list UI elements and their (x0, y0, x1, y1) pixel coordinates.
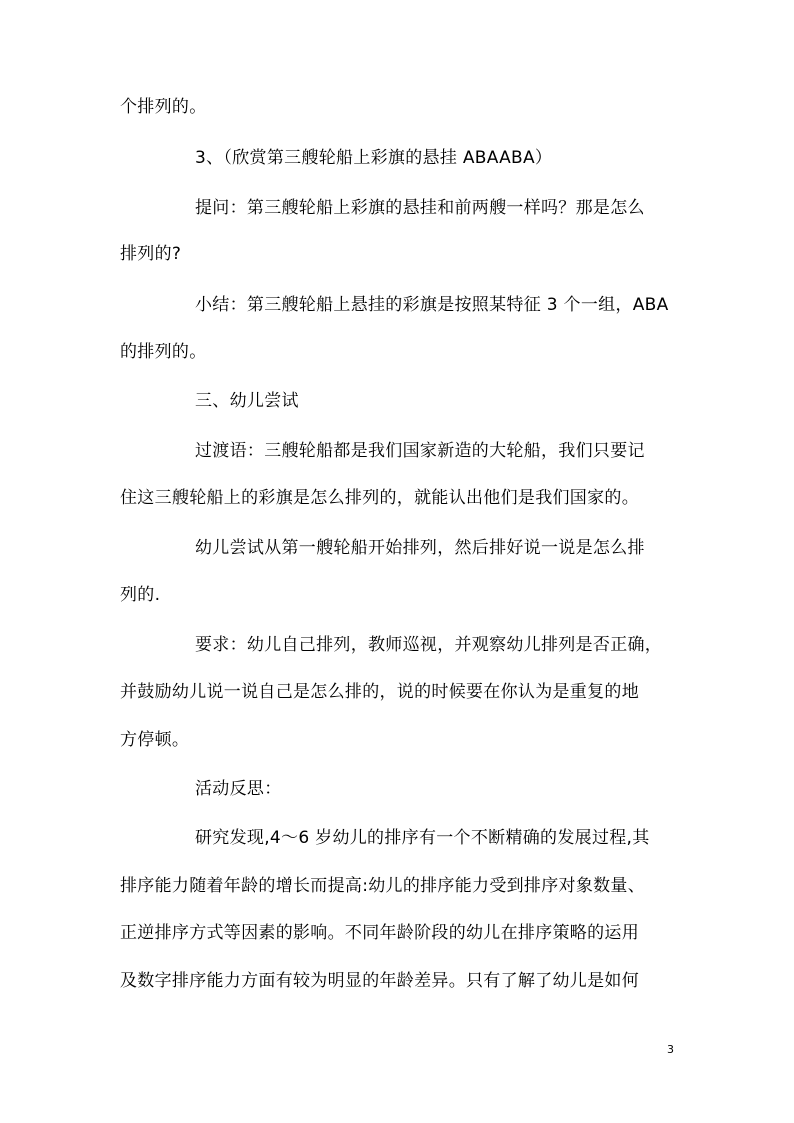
text-line: 幼儿尝试从第一艘轮船开始排列，然后排好说一说是怎么排 (195, 538, 645, 558)
text-line: 的排列的。 (120, 342, 207, 362)
section-heading: 3、（欣赏第三艘轮船上彩旗的悬挂 ABAABA） (195, 148, 553, 168)
section-heading: 三、幼儿尝试 (195, 391, 299, 411)
text-line: 过渡语：三艘轮船都是我们国家新造的大轮船，我们只要记 (195, 441, 645, 461)
text-line: 住这三艘轮船上的彩旗是怎么排列的，就能认出他们是我们国家的。 (120, 488, 639, 508)
text-line: 排列的? (120, 244, 182, 264)
text-line: 提问：第三艘轮船上彩旗的悬挂和前两艘一样吗？那是怎么 (195, 198, 645, 218)
text-line: 要求：幼儿自己排列，教师巡视，并观察幼儿排列是否正确， (195, 635, 663, 655)
text-line: 方停顿。 (120, 730, 190, 750)
page-number: 3 (667, 1043, 674, 1056)
text-line: 及数字排序能力方面有较为明显的年龄差异。只有了解了幼儿是如何 (120, 971, 639, 991)
section-heading: 活动反思： (195, 779, 282, 799)
text-line: 研究发现,4～6 岁幼儿的排序有一个不断精确的发展过程,其 (195, 828, 650, 848)
text-line: 个排列的。 (120, 97, 207, 117)
text-line: 小结：第三艘轮船上悬挂的彩旗是按照某特征 3 个一组，ABA (195, 295, 669, 315)
text-line: 并鼓励幼儿说一说自己是怎么排的，说的时候要在你认为是重复的地 (120, 682, 639, 702)
text-line: 列的. (120, 585, 161, 605)
text-line: 正逆排序方式等因素的影响。不同年龄阶段的幼儿在排序策略的运用 (120, 923, 639, 943)
text-line: 排序能力随着年龄的增长而提高:幼儿的排序能力受到排序对象数量、 (120, 876, 646, 896)
